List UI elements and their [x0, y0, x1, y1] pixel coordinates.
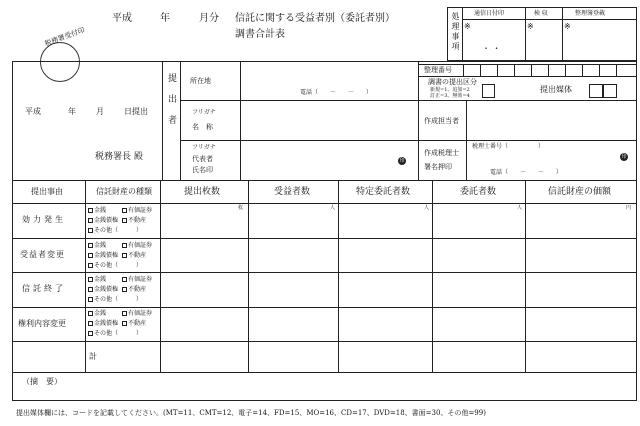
col-header-specified-trustors: 特定委託者数 — [356, 187, 411, 197]
accountant-seal-icon: 印 — [621, 154, 627, 160]
row3-opt-other[interactable]: その他（ ） — [88, 297, 142, 303]
unit-beneficiaries: 人 — [330, 205, 336, 211]
row2-opt-real-estate[interactable]: 不動産 — [122, 253, 146, 259]
representative-label-1: 代表者 — [192, 155, 213, 163]
row4-opt-securities[interactable]: 有価証券 — [122, 311, 152, 317]
row1-opt-claims[interactable]: 金銭債権 — [88, 218, 118, 224]
media-code-field-1[interactable] — [589, 84, 603, 98]
row3-opt-cash[interactable]: 金銭 — [88, 277, 106, 283]
processing-side-label: 処理事項 — [451, 12, 460, 52]
remarks-label: （摘 要） — [22, 377, 62, 386]
row2-opt-cash[interactable]: 金銭 — [88, 243, 106, 249]
processing-col-date: 通信日付印 — [474, 10, 505, 17]
processing-date-dots: ・ ・ — [482, 44, 501, 53]
submit-year: 年 — [68, 107, 76, 116]
furigana-name-label: フリガナ — [192, 109, 216, 116]
row2-opt-claims[interactable]: 金銭債権 — [88, 253, 118, 259]
submission-type-options-1: 新規=1、追加=2 — [430, 87, 470, 93]
processing-col-register: 整理簿登載 — [575, 10, 606, 17]
unit-yen: 円 — [626, 205, 632, 211]
submission-type-label: 調書の提出区分 — [428, 78, 477, 86]
col-header-asset-type: 信託財産の種類 — [96, 187, 152, 196]
row4-opt-other[interactable]: その他（ ） — [88, 331, 142, 337]
processing-mark-2: ※ — [527, 22, 534, 31]
footer-note: 提出媒体欄には、コードを記載してください。(MT=11、CMT=12、電子=14、FD=15、MO=16、CD=17、DVD=18、書面=30、その他=99) — [16, 409, 486, 417]
form-title-line1: 信託に関する受益者別（委託者別） — [235, 13, 395, 24]
header-month-unit: 月分 — [199, 13, 219, 24]
accountant-phone: 電話（ － － ） — [490, 169, 563, 176]
row4-opt-real-estate[interactable]: 不動産 — [122, 321, 146, 327]
submit-era: 平成 — [25, 107, 41, 116]
submitter-phone: 電話（ － － ） — [300, 89, 373, 96]
address-label: 所在地 — [190, 77, 211, 85]
total-label: 計 — [89, 352, 97, 361]
media-code-field-2[interactable] — [603, 84, 617, 98]
receipt-stamp-label: 税務署受付印 — [43, 26, 86, 48]
unit-specified-trustors: 人 — [424, 205, 430, 211]
col-header-sheet-count: 提出枚数 — [184, 187, 221, 197]
form-title-line2: 調書合計表 — [235, 29, 285, 40]
row2-opt-other[interactable]: その他（ ） — [88, 263, 142, 269]
col-header-reason: 提出事由 — [31, 187, 63, 196]
header-era: 平成 — [112, 13, 132, 24]
processing-col-check: 検 収 — [534, 10, 548, 17]
accountant-seal-label: 署名押印 — [424, 163, 452, 171]
submit-month: 月 — [96, 107, 104, 116]
header-year-unit: 年 — [160, 13, 170, 24]
row-label-rights-change: 権利内容変更 — [18, 319, 66, 328]
col-header-asset-value: 信託財産の価額 — [548, 187, 612, 197]
row4-opt-claims[interactable]: 金銭債権 — [88, 321, 118, 327]
row3-opt-securities[interactable]: 有価証券 — [122, 277, 152, 283]
staff-label: 作成担当者 — [424, 117, 459, 125]
submission-type-options-2: 訂正=3、無効=4 — [430, 93, 470, 99]
row4-opt-cash[interactable]: 金銭 — [88, 311, 106, 317]
representative-seal-icon: 印 — [399, 158, 405, 164]
col-header-trustors: 委託者数 — [460, 187, 497, 197]
organizer-number-label: 整理番号 — [424, 66, 452, 74]
submit-day: 日提出 — [124, 107, 148, 116]
row1-opt-cash[interactable]: 金銭 — [88, 208, 106, 214]
processing-mark-3: ※ — [564, 22, 571, 31]
row3-opt-real-estate[interactable]: 不動産 — [122, 287, 146, 293]
row1-opt-securities[interactable]: 有価証券 — [122, 208, 152, 214]
representative-label-2: 氏名印 — [192, 166, 213, 174]
submitter-side-label: 提出者 — [166, 73, 176, 136]
row3-opt-claims[interactable]: 金銭債権 — [88, 287, 118, 293]
name-label: 名 称 — [192, 123, 213, 131]
row1-opt-real-estate[interactable]: 不動産 — [122, 218, 146, 224]
accountant-label: 作成税理士 — [424, 149, 459, 157]
submission-type-field[interactable] — [482, 84, 495, 98]
row-label-trust-termination: 信託終了 — [22, 284, 66, 293]
tax-office-chief: 税務署長 殿 — [95, 152, 143, 162]
furigana-rep-label: フリガナ — [192, 144, 216, 151]
col-header-beneficiaries: 受益者数 — [274, 187, 311, 197]
row2-opt-securities[interactable]: 有価証券 — [122, 243, 152, 249]
row1-opt-other[interactable]: その他（ ） — [88, 228, 142, 234]
accountant-number: 税理士番号（ ） — [472, 143, 545, 150]
media-label: 提出媒体 — [540, 85, 572, 94]
unit-trustors: 人 — [517, 205, 523, 211]
row-label-effect: 効力発生 — [22, 215, 66, 224]
row-label-beneficiary-change: 受益者変更 — [20, 250, 65, 259]
unit-sheets: 枚 — [238, 205, 244, 211]
processing-mark-1: ※ — [464, 22, 471, 31]
